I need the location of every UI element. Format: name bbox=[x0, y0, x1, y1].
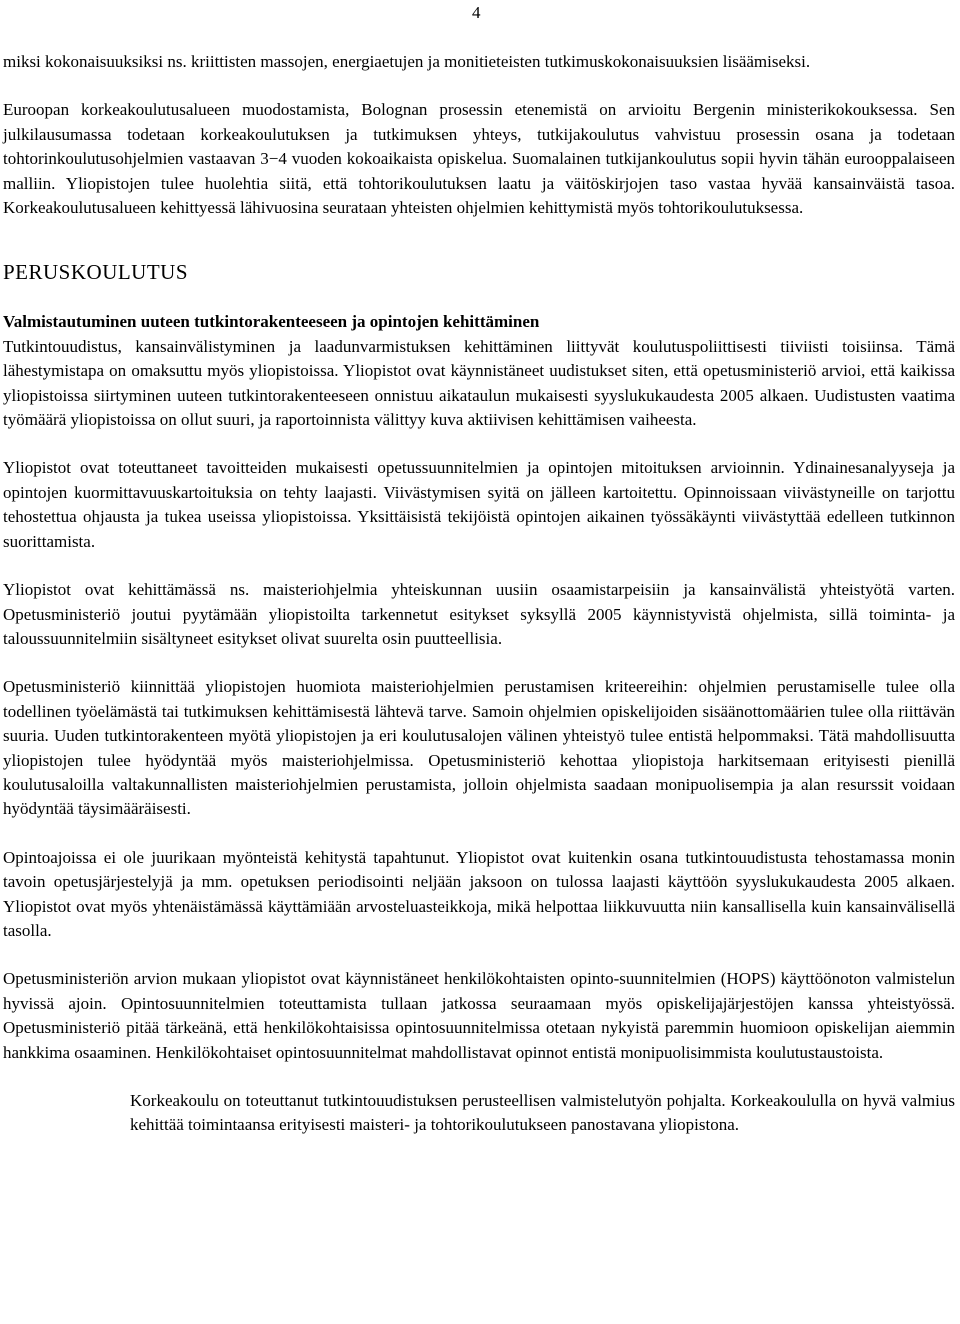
paragraph-bologna-process: Euroopan korkeakoulutusalueen muodostamista, Bolognan prosessin etenemistä on arvioitu Bergenin ministerikokouksessa. Sen julkilausumassa todetaan korkeakoulutuksen ja tutkimuksen yhteys, tutkijakoulutus vahvistuu prosessin osana ja todetaan tohtorinkoulutusohjelmien vastaavan 3−4 vuoden kokoaikaista opiskelua. Suomalainen tutkijankoulutus sopii hyvin tähän eurooppalaiseen malliin. Yliopistojen tulee huolehtia siitä, että tohtorikoulutuksen laatu ja väitöskirjojen taso vastaa hyvää kansainväistä tasoa. Korkeakoulutusalueen kehittyessä lähivuosina seurataan yhteisten ohjelmien kehittymistä myös tohtorikoulutuksessa. bbox=[3, 100, 955, 218]
document-body bbox=[3, 50, 955, 1138]
paragraph-curriculum-evaluation: Yliopistot ovat toteuttaneet tavoitteiden mukaisesti opetussuunnitelmien ja opintojen mitoituksen arvioinnin. Ydinainesanalyyseja ja opintojen kuormittavuuskartoituksia on tehty laajasti. Viivästymisen syitä on jälleen kartoitettu. Opinnoissaan viivästyneille on tarjottu tehostettua ohjausta ja tukea useissa yliopistoissa. Yksittäisistä tekijöistä opintojen aikainen työssäkäynti viivästyttää edelleen tutkinnon suorittamista. bbox=[3, 458, 955, 551]
section-heading: PERUSKOULUTUS bbox=[3, 260, 189, 285]
paragraph-study-times: Opintoajoissa ei ole juurikaan myönteistä kehitystä tapahtunut. Yliopistot ovat kuitenkin osana tutkintouudistusta tehostamassa monin tavoin opetusjärjestelyjä ja mm. opetuksen periodisointi neljään jaksoon on tulossa laajasti käyttöön syyslukukaudesta 2005 alkaen. Yliopistot ovat myös yhtenäistämässä käyttämiään arvosteluasteikkoja, mikä helpottaa liikkuvuutta niin kansallisella kuin kansainvälisellä tasolla. bbox=[3, 847, 955, 940]
page-number: 4 bbox=[472, 3, 481, 22]
paragraph-university-assessment: Korkeakoulu on toteuttanut tutkintouudistuksen perusteellisen valmistelutyön pohjalta. Korkeakoululla on hyvä valmius kehittää toimintaansa erityisesti maisteri- ja tohtorikoulutukseen panostavana yliopistona. bbox=[130, 1091, 955, 1135]
paragraph-master-programmes: Yliopistot ovat kehittämässä ns. maisteriohjelmia yhteiskunnan uusiin osaamistarpeisiin ja kansainvälistä yhteistyötä varten. Opetusministeriö joutui pyytämään yliopistoilta tarkennetut esitykset syksyllä 2005 käynnistyvistä ohjelmista, sillä toiminta- ja taloussuunnitelmiin sisältyneet esitykset olivat suurelta osin puutteellisia. bbox=[3, 580, 955, 648]
subsection-heading: Valmistautuminen uuteen tutkintorakenteeseen ja opintojen kehittäminen bbox=[3, 312, 540, 332]
paragraph-degree-reform: Tutkintouudistus, kansainvälistyminen ja laadunvarmistuksen kehittäminen liittyvät koulutuspoliittisesti tiiviisti toisiinsa. Tämä lähestymistapa on omaksuttu myös yliopistoissa. Yliopistot ovat käynnistäneet uudistukset siten, että opetusministeriö arvioi, että kaikissa yliopistoissa siirtyminen uuteen tutkintorakenteeseen onnistuu aikataulun mukaisesti syyslukukaudesta 2005 alkaen. Uudistusten vaatima työmäärä yliopistoissa on ollut suuri, ja raportoinnista välittyy kuva aktiivisen kehittämisen vaiheesta. bbox=[3, 336, 955, 430]
paragraph-hops: Opetusministeriön arvion mukaan yliopistot ovat käynnistäneet henkilökohtaisten opinto-suunnitelmien (HOPS) käyttöönoton valmistelun hyvissä ajoin. Opintosuunnitelmien toteuttamista tullaan jatkossa seuraamaan myös opiskelijajärjestöjen kanssa yhteistyössä. Opetusministeriö pitää tärkeänä, että henkilökohtaisissa opintosuunnitelmissa otetaan nykyistä paremmin huomioon opiskelijan aiemmin hankkima osaaminen. Henkilökohtaiset opintosuunnitelmat mahdollistavat opinnot entistä monipuolisimmista koulutustaustoista. bbox=[3, 969, 955, 1062]
paragraph-intro-continuation: miksi kokonaisuuksiksi ns. kriittisten massojen, energiaetujen ja monitieteisten tutkimuskokonaisuuksien lisäämiseksi. bbox=[3, 52, 811, 71]
paragraph-programme-criteria: Opetusministeriö kiinnittää yliopistojen huomiota maisteriohjelmien perustamisen kriteereihin: ohjelmien perustamiselle tulee olla todellinen työelämästä tai tutkimuksen kehittämisestä lähtevä tarve. Samoin ohjelmien opiskelijoiden sisäänottomäärien tulee olla riittävän suuria. Uuden tutkintorakenteen myötä yliopistojen ja eri koulutusalojen välinen yhteistyö tulee entistä helpommaksi. Tätä mahdollisuutta yliopistojen tulee hyödyntää myös maisteriohjelmissa. Opetusministeriö kehottaa yliopistoja harkitsemaan erityisesti pienillä koulutusaloilla valtakunnallisten maisteriohjelmien perustamista, jolloin ohjelmista saadaan monipuolisempia ja alan resurssit voidaan hyödyntää täysimääräisesti. bbox=[3, 677, 955, 819]
